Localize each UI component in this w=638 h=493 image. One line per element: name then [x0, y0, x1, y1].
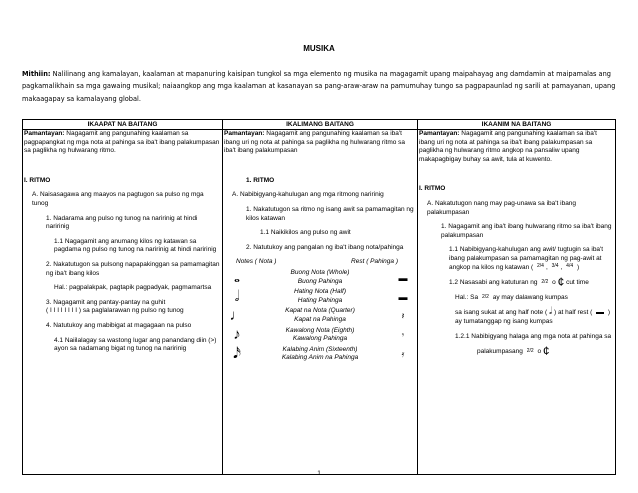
note-text	[250, 307, 390, 324]
note-row	[224, 269, 416, 286]
item-1: 1. Nadarama ang pulso ng tunog na naririnig at hindi naririnig	[46, 214, 198, 231]
section-ritmo: I. RITMO	[419, 185, 446, 193]
page-title: MUSIKA	[303, 44, 335, 53]
item-a: A. Naisasagawa ang maayos na pagtugon sa pulso ng mga tunog	[32, 191, 204, 207]
note-row	[224, 327, 416, 344]
item-1-2-text: 1.2 Nasasabi ang katuturan ng	[449, 279, 538, 287]
half-note-icon: 𝅗𝅥	[234, 287, 240, 305]
hal-text-b: ay may dalawang kumpas	[492, 293, 568, 301]
item-1-2-1-cont	[419, 344, 614, 359]
item-3: 3. Nagagamit ang pantay-pantay na guhit	[46, 298, 166, 306]
curriculum-table	[22, 119, 616, 475]
pamantayan-label: Pamantayan:	[224, 130, 265, 137]
notes-label: Notes ( Nota )	[236, 258, 277, 266]
header-grade-6: IKAANIM NA BAITANG	[418, 120, 616, 130]
mithiin-paragraph	[22, 68, 622, 105]
item-1-1-text: 1.1 Nabibigyang-kahulugan ang awit/ tugtugin sa iba't ibang palakumpasan sa pamamagitan ng pag-awit at angkop na kilos ng katawan (	[449, 246, 604, 271]
item-hal-cont	[419, 308, 614, 326]
cut-time-icon: ¢	[557, 275, 565, 290]
palakumpasan-text: palakumpasang	[477, 348, 523, 356]
half-note-icon: 𝅗𝅥	[548, 306, 553, 318]
mithiin-label: Mithiin:	[22, 70, 51, 78]
hal-text-e: ) ay tumatanggap ng isang kumpas	[455, 309, 611, 325]
pamantayan-label: Pamantayan:	[419, 130, 460, 137]
rest-name: Hating Pahinga	[297, 296, 343, 304]
header-grade-4: IKAAPAT NA BAITANG	[23, 120, 223, 130]
hal-text-c: sa isang sukat at ang half note (	[455, 309, 548, 317]
item-a: A. Nakatutugon nang may pag-unawa sa iba't ibang palakumpasan	[427, 199, 577, 216]
item-1-1: 1.1 Nabibigyang-kahulugan ang awit/ tugtugin sa iba't ibang palakumpasan sa pamamagitan ng pag-awit at angkop na kilos ng katawan ( 2/4 , 3/4 , 4/4 )	[449, 246, 604, 271]
rest-icon: ▬	[398, 291, 408, 302]
pamantayan-grade-6	[419, 130, 614, 164]
pamantayan-label: Pamantayan:	[24, 130, 65, 137]
notes-rest-header	[224, 258, 416, 267]
item-3-lines: ( I I I I I I I I ) sa paglalarawan ng pulso ng tunog	[46, 307, 184, 315]
sixteenth-note-icon: 𝅘𝅥𝅯	[233, 345, 241, 363]
note-name: Kalabing Anim (Sixteenth)	[282, 345, 358, 353]
rest-label: Rest ( Pahinga )	[351, 258, 398, 266]
time-sig-2-2: 2/2	[541, 278, 549, 285]
half-rest-icon	[596, 312, 604, 314]
time-sig-2-2: 2/2	[526, 347, 534, 354]
note-name: Buong Nota (Whole)	[290, 268, 350, 276]
item-1-1: 1.1 Nagagamit ang anumang kilos ng katawan sa pagdama ng pulso ng tunog na naririnig at hindi naririnig	[54, 237, 217, 254]
notes-list	[224, 269, 416, 363]
note-text	[250, 327, 390, 344]
column-grade-4	[23, 130, 223, 475]
eighth-note-icon: ♪	[233, 326, 241, 344]
header-grade-5: IKALIMANG BAITANG	[223, 120, 418, 130]
note-row	[224, 307, 416, 324]
item-1-1-end: )	[576, 263, 580, 271]
item-4: 4. Natutukoy ang mabibigat at magagaan na pulso	[46, 321, 192, 329]
section-ritmo: 1. RITMO	[246, 176, 275, 184]
rest-name: Kawalong Pahinga	[292, 335, 348, 343]
pamantayan-text: Nagagamit ang pangunahing kaalaman sa iba't ibang uri ng nota at pahinga sa iba't ibang palakumpasan sa paglikha ng hulwarang ritmo angkop na pansaliw upang makapagbigay buhay sa awit, tula at kuwento.	[419, 130, 597, 163]
whole-note-icon: 𝅝	[234, 268, 240, 286]
note-name: Hating Nota (Half)	[293, 288, 347, 296]
time-sig-4-4: 4/4	[566, 263, 574, 270]
pamantayan-grade-5	[224, 130, 416, 156]
note-row	[224, 346, 416, 363]
rest-icon: 𝄿	[401, 349, 405, 360]
rest-name: Kalabing Anim na Pahinga	[281, 354, 359, 362]
item-hal: Hal.: pagpalakpak, pagtapik pagpadyak, pagmamartsa	[54, 284, 212, 292]
item-2: 2. Natutukoy ang pangalan ng iba't ibang nota/pahinga	[246, 243, 404, 251]
rest-icon: ▬	[398, 272, 408, 283]
note-name: Kapat na Nota (Quarter)	[285, 307, 355, 315]
page-number: 1	[317, 470, 321, 477]
item-1-1: 1.1 Naikikilos ang pulso ng awit	[260, 229, 351, 237]
item-1-2	[419, 275, 614, 290]
rest-icon: 𝄽	[401, 310, 405, 321]
header-row	[23, 120, 616, 130]
time-sig-3-4: 3/4	[551, 263, 559, 270]
time-sig-2-2: 2/2	[481, 293, 489, 300]
rest-icon: 𝄾	[401, 330, 405, 341]
item-1-2-1-or: o	[537, 348, 542, 356]
item-a: A. Nabibigyang-kahulugan ang mga ritmong naririnig	[232, 191, 384, 199]
quarter-note-icon: ♩	[229, 306, 245, 324]
note-text	[250, 269, 390, 286]
item-1-2-1: 1.2.1 Nabibigyang halaga ang mga nota at pahinga sa	[455, 332, 612, 340]
item-1: 1. Nakatutugon sa ritmo ng isang awit sa pamamagitan ng kilos katawan	[246, 205, 414, 222]
rest-name: Kapat na Pahinga	[294, 315, 346, 323]
hal-text-d: ) at half rest (	[553, 309, 593, 317]
pamantayan-grade-4	[24, 130, 221, 156]
item-2: 2. Nakatutugon sa pulsong napapakinggan sa pamamagitan ng iba't ibang kilos	[46, 260, 220, 277]
note-row	[224, 288, 416, 305]
column-grade-5	[223, 130, 418, 475]
hal-text-a: Hal.: Sa	[455, 293, 479, 301]
time-sig-2-4: 2/4	[537, 263, 544, 270]
section-ritmo: I. RITMO	[24, 176, 51, 184]
mithiin-text: Nalilinang ang kamalayan, kaalaman at mapanuring kaisipan tungkol sa mga elemento ng musika na magagamit upang maipahayag ang damdamin at maipamalas ang pagkamalikhain sa mga gawaing musikal; naiaangkop ang mga kaalaman at kasanayan sa pang-araw-araw na pamumuhay tungo sa pagpapaunlad ng sarili at pamayanan, upang makaagapay sa kamalayang global.	[22, 70, 616, 103]
content-row	[23, 130, 616, 475]
cut-time-icon: ¢	[542, 344, 550, 359]
note-text	[250, 346, 390, 363]
note-name: Kawalong Nota (Eighth)	[285, 326, 355, 334]
item-1-2-or: o	[552, 279, 556, 287]
pamantayan-text: Nagagamit ang pangunahing kaalaman sa pagpapangkat ng mga nota at pahinga sa iba't ibang palakumpasan sa paglikha ng hulwarang ritmo.	[24, 130, 220, 155]
pamantayan-text: Nagagamit ang pangunahing kaalaman sa iba't ibang uri ng nota at pahinga sa paglikha ng hulwarang ritmo sa iba't ibang palakumpasan	[224, 130, 406, 155]
item-1-2-cut: cut time	[566, 279, 589, 287]
item-4-1: 4.1 Naiilalagay sa wastong lugar ang panandang diin (>) ayon sa nadamang bigat ng tunog na naririnig	[54, 336, 217, 353]
note-text	[250, 288, 390, 305]
column-grade-6	[418, 130, 616, 475]
rest-name: Buong Pahinga	[297, 277, 343, 285]
item-hal	[419, 294, 614, 303]
item-1: 1. Nagagamit ang iba't ibang hulwarang ritmo sa iba't ibang palakumpasan	[441, 223, 612, 239]
